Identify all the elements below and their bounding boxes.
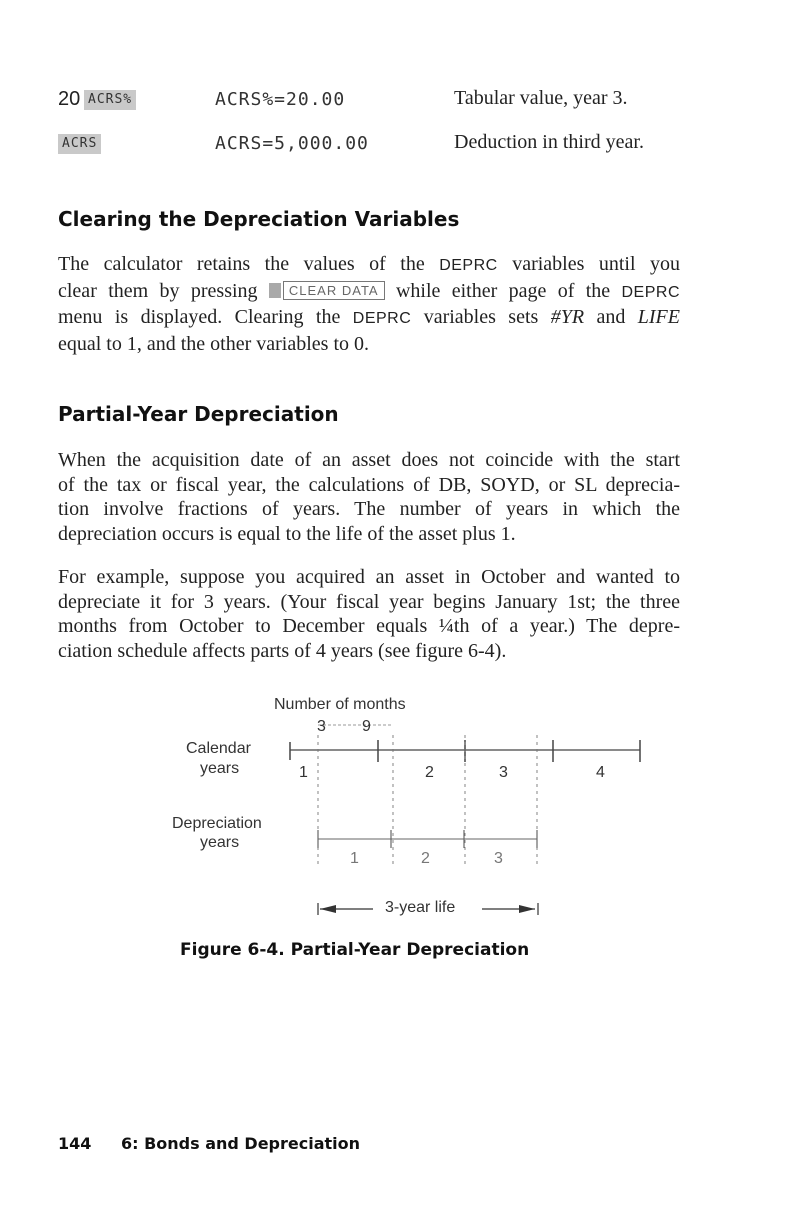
calendar-year: 1 bbox=[299, 764, 308, 781]
shift-key-icon bbox=[269, 283, 281, 298]
figure-caption: Figure 6-4. Partial-Year Depreciation bbox=[180, 940, 530, 960]
depreciation-year: 1 bbox=[350, 850, 359, 867]
figure-partial-year-depreciation bbox=[0, 680, 792, 930]
partial-year-paragraph-2: For example, suppose you acquired an asset in October and wanted to depreciate it for 3 years. (Your fiscal year begins January 1st; the three months from October to December equals ¼th of a year.) The depre- ciation schedule affects parts of 4 years (see figure 6-4). bbox=[58, 566, 680, 662]
calendar-year: 3 bbox=[499, 764, 508, 781]
depreciation-year: 2 bbox=[421, 850, 430, 867]
chapter-title: 6: Bonds and Depreciation bbox=[120, 1134, 361, 1153]
calendar-year: 2 bbox=[425, 764, 434, 781]
timeline-diagram bbox=[0, 680, 792, 930]
months-label: Number of months bbox=[274, 696, 406, 713]
calendar-label-years: years bbox=[200, 760, 240, 777]
months-value-3: 3 bbox=[317, 718, 326, 735]
deprc-menu-name: DEPRC bbox=[439, 257, 498, 274]
months-value-9: 9 bbox=[362, 718, 371, 735]
keystroke-row bbox=[58, 86, 738, 116]
calculator-display: ACRS=5,000.00 bbox=[215, 133, 369, 154]
page-footer bbox=[58, 1134, 360, 1153]
section-heading-clearing: Clearing the Depreciation Variables bbox=[58, 207, 460, 231]
clear-data-key: CLEAR DATA bbox=[283, 281, 385, 300]
calendar-year: 4 bbox=[596, 764, 605, 781]
calendar-label: Calendar bbox=[186, 740, 251, 757]
keystroke-description: Tabular value, year 3. bbox=[454, 87, 628, 109]
arrow-right-icon bbox=[519, 905, 535, 913]
depreciation-label-years: years bbox=[200, 834, 240, 851]
partial-year-paragraph-1: When the acquisition date of an asset does not coincide with the start of the tax or fiscal year, the calculations of DB, SOYD, or SL deprecia- tion involve fractions of years. The number of years in which the depreciation occurs is equal to the life of the asset plus 1. bbox=[58, 449, 680, 545]
depreciation-year: 3 bbox=[494, 850, 503, 867]
menu-key-acrs: ACRS bbox=[58, 134, 101, 154]
section-heading-partial-year: Partial-Year Depreciation bbox=[58, 402, 339, 426]
arrow-left-icon bbox=[320, 905, 336, 913]
clearing-paragraph: The calculator retains the values of the DEPRC variables until you clear them by pressing CLEAR DATA while either page of the DEPRC menu is displayed. Clearing the DEPRC variables sets #YR and LIFE equal to 1, and the other variables to 0. bbox=[58, 253, 681, 355]
keystroke-input: 20 bbox=[58, 88, 81, 110]
keystroke-description: Deduction in third year. bbox=[454, 131, 644, 153]
calculator-display: ACRS%=20.00 bbox=[215, 89, 346, 110]
page-number: 144 bbox=[58, 1134, 92, 1153]
life-label: 3-year life bbox=[385, 899, 456, 916]
menu-key-acrs-percent: ACRS% bbox=[84, 90, 136, 110]
depreciation-label: Depreciation bbox=[172, 815, 262, 832]
keystroke-row bbox=[58, 130, 738, 160]
